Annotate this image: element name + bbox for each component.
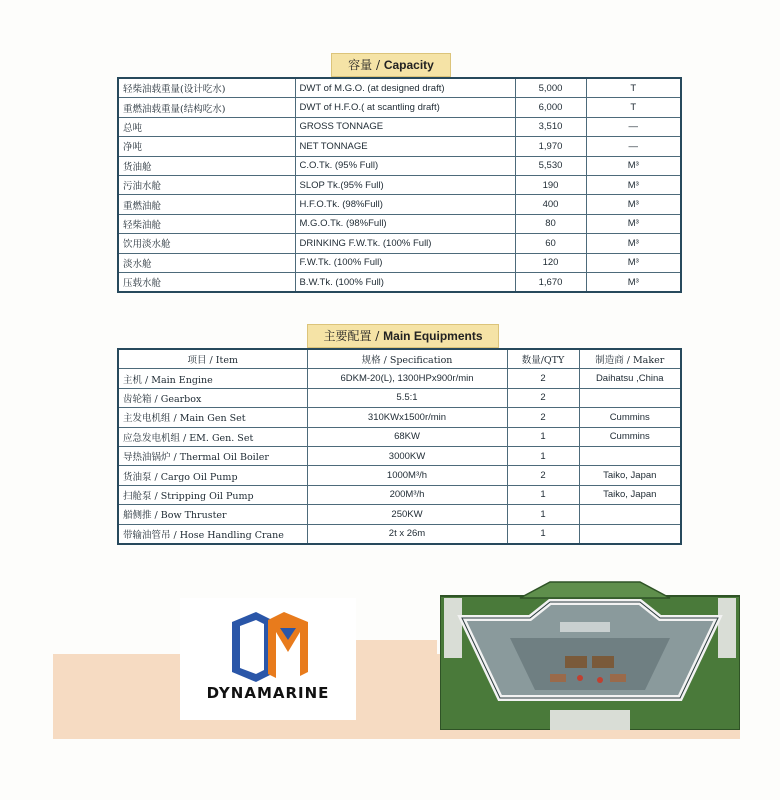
header-qty: 数量/QTY bbox=[507, 349, 579, 369]
equipment-qty-cell: 2 bbox=[507, 466, 579, 485]
table-row bbox=[118, 388, 681, 407]
table-row bbox=[118, 195, 681, 214]
equipment-table bbox=[117, 348, 682, 545]
capacity-cn-cell: 污油水舱 bbox=[118, 175, 295, 194]
equipment-qty-cell: 1 bbox=[507, 485, 579, 504]
capacity-unit-cell: M³ bbox=[586, 156, 681, 175]
table-row bbox=[118, 446, 681, 465]
capacity-cn-cell: 饮用淡水舱 bbox=[118, 234, 295, 253]
table-row bbox=[118, 78, 681, 98]
table-row bbox=[118, 485, 681, 504]
capacity-unit-cell: M³ bbox=[586, 272, 681, 292]
table-row bbox=[118, 505, 681, 524]
equipment-spec-cell: 200M³/h bbox=[307, 485, 507, 504]
equipment-qty-cell: 2 bbox=[507, 369, 579, 388]
capacity-en-cell: GROSS TONNAGE bbox=[295, 117, 515, 136]
table-row bbox=[118, 253, 681, 272]
dynamarine-logo bbox=[180, 598, 356, 720]
capacity-unit-cell: M³ bbox=[586, 234, 681, 253]
capacity-value-cell: 1,670 bbox=[515, 272, 586, 292]
capacity-en-cell: SLOP Tk.(95% Full) bbox=[295, 175, 515, 194]
capacity-en-cell: B.W.Tk. (100% Full) bbox=[295, 272, 515, 292]
capacity-cn-cell: 轻柴油载重量(设计吃水) bbox=[118, 78, 295, 98]
table-row bbox=[118, 408, 681, 427]
equipment-item-cell: 主发电机组 / Main Gen Set bbox=[118, 408, 307, 427]
equipment-item-cell: 齿轮箱 / Gearbox bbox=[118, 388, 307, 407]
equipment-qty-cell: 1 bbox=[507, 505, 579, 524]
capacity-value-cell: 190 bbox=[515, 175, 586, 194]
capacity-table bbox=[117, 77, 682, 293]
capacity-unit-cell: M³ bbox=[586, 175, 681, 194]
equipment-maker-cell bbox=[579, 524, 681, 544]
table-row bbox=[118, 214, 681, 233]
table-row bbox=[118, 175, 681, 194]
equipment-item-cell: 扫舱泵 / Stripping Oil Pump bbox=[118, 485, 307, 504]
table-row bbox=[118, 156, 681, 175]
capacity-cn-cell: 压载水舱 bbox=[118, 272, 295, 292]
equipment-item-cell: 导热油锅炉 / Thermal Oil Boiler bbox=[118, 446, 307, 465]
equipment-item-cell: 带输油管吊 / Hose Handling Crane bbox=[118, 524, 307, 544]
equipment-maker-cell: Cummins bbox=[579, 408, 681, 427]
capacity-en-cell: DWT of M.G.O. (at designed draft) bbox=[295, 78, 515, 98]
equipment-qty-cell: 1 bbox=[507, 446, 579, 465]
capacity-en-cell: F.W.Tk. (100% Full) bbox=[295, 253, 515, 272]
capacity-en-cell: NET TONNAGE bbox=[295, 137, 515, 156]
table-row bbox=[118, 98, 681, 117]
capacity-value-cell: 60 bbox=[515, 234, 586, 253]
deck-plan-illustration bbox=[440, 578, 740, 730]
capacity-cn-cell: 货油舱 bbox=[118, 156, 295, 175]
equipment-spec-cell: 1000M³/h bbox=[307, 466, 507, 485]
table-row bbox=[118, 427, 681, 446]
table-row bbox=[118, 137, 681, 156]
equipment-maker-cell: Taiko, Japan bbox=[579, 485, 681, 504]
capacity-cn-cell: 总吨 bbox=[118, 117, 295, 136]
equipment-maker-cell bbox=[579, 505, 681, 524]
equipment-maker-cell bbox=[579, 388, 681, 407]
equipment-spec-cell: 5.5:1 bbox=[307, 388, 507, 407]
header-item: 项目 / Item bbox=[118, 349, 307, 369]
table-row bbox=[118, 272, 681, 292]
capacity-cn-cell: 轻柴油舱 bbox=[118, 214, 295, 233]
capacity-unit-cell: T bbox=[586, 78, 681, 98]
equipment-spec-cell: 310KWx1500r/min bbox=[307, 408, 507, 427]
capacity-cn-cell: 重燃油舱 bbox=[118, 195, 295, 214]
capacity-value-cell: 5,000 bbox=[515, 78, 586, 98]
header-spec: 规格 / Specification bbox=[307, 349, 507, 369]
equipment-maker-cell: Daihatsu ,China bbox=[579, 369, 681, 388]
equipment-item-cell: 艏侧推 / Bow Thruster bbox=[118, 505, 307, 524]
equipment-qty-cell: 2 bbox=[507, 408, 579, 427]
table-row bbox=[118, 234, 681, 253]
table-row bbox=[118, 369, 681, 388]
equipment-item-cell: 货油泵 / Cargo Oil Pump bbox=[118, 466, 307, 485]
table-header-row bbox=[118, 349, 681, 369]
capacity-value-cell: 6,000 bbox=[515, 98, 586, 117]
table-row bbox=[118, 117, 681, 136]
equipment-item-cell: 应急发电机组 / EM. Gen. Set bbox=[118, 427, 307, 446]
equipment-spec-cell: 6DKM-20(L), 1300HPx900r/min bbox=[307, 369, 507, 388]
equipment-qty-cell: 1 bbox=[507, 524, 579, 544]
dm-logo-icon bbox=[180, 598, 356, 688]
table-row bbox=[118, 524, 681, 544]
capacity-value-cell: 120 bbox=[515, 253, 586, 272]
capacity-en-cell: M.G.O.Tk. (98%Full) bbox=[295, 214, 515, 233]
capacity-unit-cell: — bbox=[586, 117, 681, 136]
capacity-cn-cell: 重燃油载重量(结构吃水) bbox=[118, 98, 295, 117]
capacity-value-cell: 5,530 bbox=[515, 156, 586, 175]
logo-wordmark: DYNAMARINE bbox=[206, 684, 330, 702]
capacity-en-cell: C.O.Tk. (95% Full) bbox=[295, 156, 515, 175]
capacity-en-cell: DRINKING F.W.Tk. (100% Full) bbox=[295, 234, 515, 253]
capacity-value-cell: 1,970 bbox=[515, 137, 586, 156]
equipment-spec-cell: 2t x 26m bbox=[307, 524, 507, 544]
capacity-value-cell: 80 bbox=[515, 214, 586, 233]
table-row bbox=[118, 466, 681, 485]
capacity-unit-cell: — bbox=[586, 137, 681, 156]
capacity-unit-cell: T bbox=[586, 98, 681, 117]
equipment-spec-cell: 3000KW bbox=[307, 446, 507, 465]
equipment-qty-cell: 1 bbox=[507, 427, 579, 446]
capacity-title: 容量 / Capacity bbox=[331, 53, 451, 77]
equipment-spec-cell: 68KW bbox=[307, 427, 507, 446]
capacity-value-cell: 400 bbox=[515, 195, 586, 214]
equipment-item-cell: 主机 / Main Engine bbox=[118, 369, 307, 388]
capacity-en-cell: DWT of H.F.O.( at scantling draft) bbox=[295, 98, 515, 117]
capacity-cn-cell: 淡水舱 bbox=[118, 253, 295, 272]
capacity-unit-cell: M³ bbox=[586, 195, 681, 214]
header-maker: 制造商 / Maker bbox=[579, 349, 681, 369]
capacity-value-cell: 3,510 bbox=[515, 117, 586, 136]
capacity-unit-cell: M³ bbox=[586, 253, 681, 272]
equipment-maker-cell bbox=[579, 446, 681, 465]
capacity-unit-cell: M³ bbox=[586, 214, 681, 233]
capacity-en-cell: H.F.O.Tk. (98%Full) bbox=[295, 195, 515, 214]
capacity-cn-cell: 净吨 bbox=[118, 137, 295, 156]
equipment-spec-cell: 250KW bbox=[307, 505, 507, 524]
equipment-maker-cell: Cummins bbox=[579, 427, 681, 446]
equipment-maker-cell: Taiko, Japan bbox=[579, 466, 681, 485]
equipment-title: 主要配置 / Main Equipments bbox=[307, 324, 499, 348]
equipment-qty-cell: 2 bbox=[507, 388, 579, 407]
